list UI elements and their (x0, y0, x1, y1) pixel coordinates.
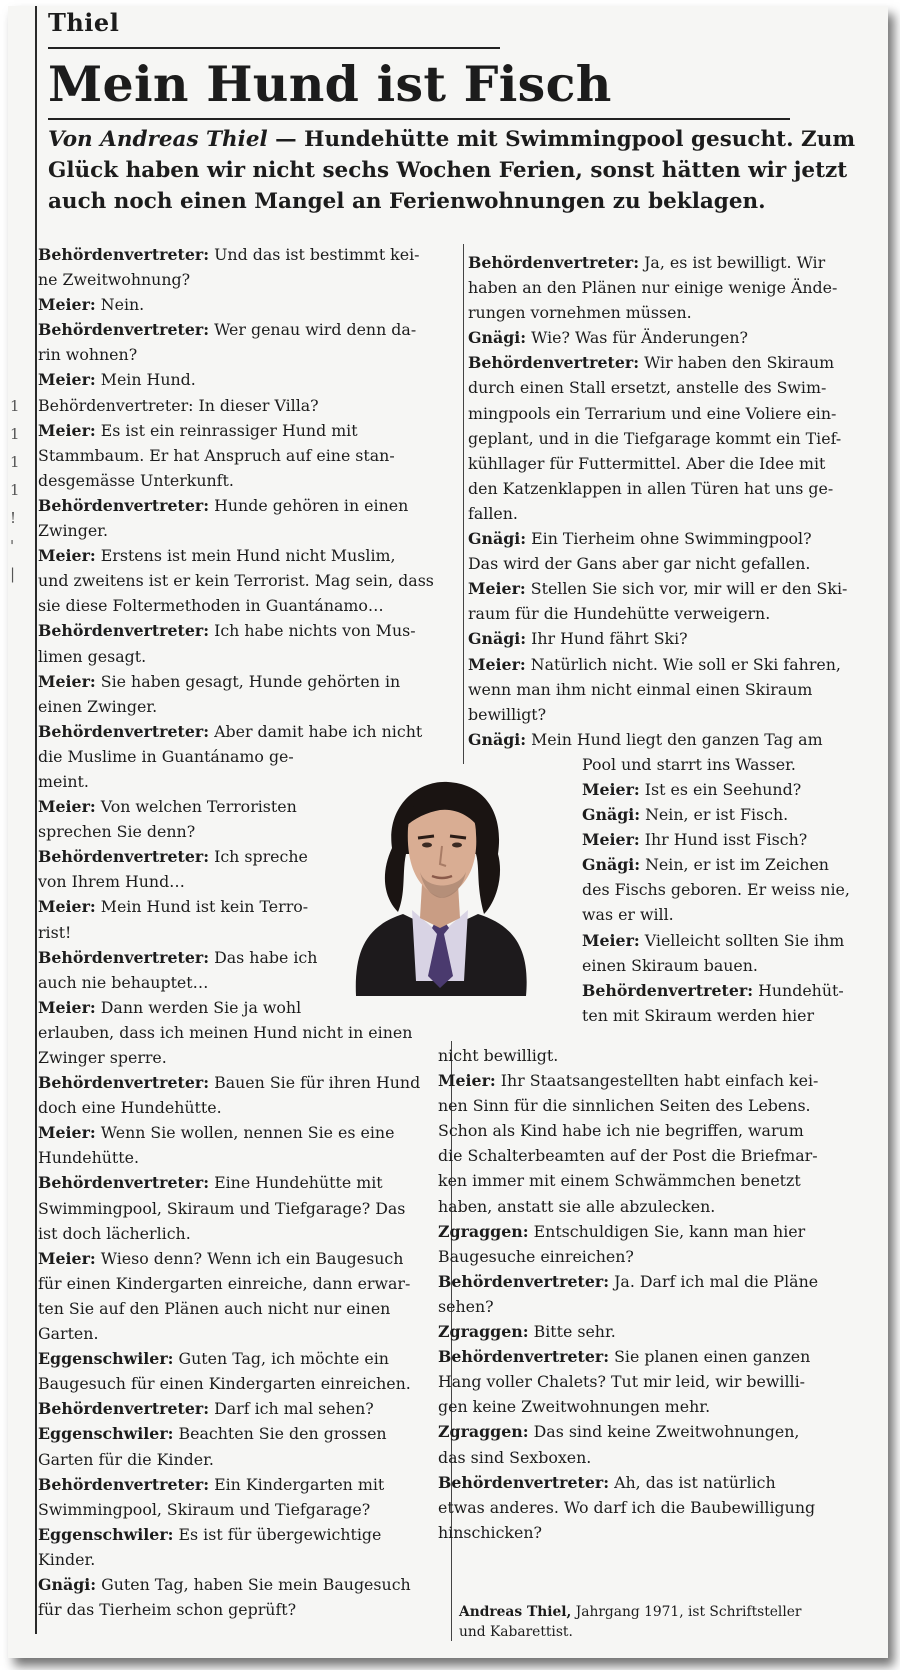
dialogue-line (38, 1522, 443, 1547)
headline-rule (48, 118, 790, 120)
dialogue-text: meint. (38, 771, 89, 791)
dialogue-text: Hang voller Chalets? Tut mir leid, wir bewilli- (438, 1372, 805, 1392)
dialogue-line (38, 744, 443, 769)
dialogue-text: Hunde gehören in einen (209, 495, 409, 515)
margin-mark: | (10, 565, 16, 583)
dialogue-line (468, 702, 876, 727)
speaker-name: Gnägi: (468, 328, 527, 348)
speaker-name: Eggenschwiler: (38, 1524, 174, 1544)
speaker-name: Meier: (38, 1248, 96, 1268)
dialogue-text: des Fischs geboren. Er weiss nie, (582, 880, 850, 900)
dialogue-text: Es ist für übergewichtige (173, 1524, 382, 1544)
dialogue-text: was er will. (582, 905, 674, 925)
dialogue-text: den Katzenklappen in allen Türen hat uns ge- (468, 478, 834, 498)
dialogue-line (38, 1095, 443, 1120)
speaker-name: Behördenvertreter: (438, 1271, 610, 1291)
dialogue-line (438, 1219, 876, 1244)
dialogue-text: Stammbaum. Er hat Anspruch auf eine stan- (38, 445, 395, 465)
dialogue-text: Ein Kindergarten mit (209, 1474, 385, 1494)
dialogue-text: durch einen Stall ersetzt, anstelle des Swim- (468, 378, 827, 398)
dialogue-text: limen gesagt. (38, 646, 147, 666)
speaker-name: Behördenvertreter: (38, 495, 210, 515)
dialogue-text: Sie planen einen ganzen (609, 1347, 811, 1367)
dialogue-line (468, 551, 876, 576)
dialogue-text: Zwinger sperre. (38, 1048, 167, 1067)
dialogue-line (38, 1321, 443, 1346)
speaker-name: Behördenvertreter: (38, 847, 210, 867)
byline: Von Andreas Thiel (48, 127, 268, 152)
dialogue-text: Guten Tag, haben Sie mein Baugesuch (96, 1574, 411, 1594)
dialogue-line (38, 1572, 443, 1597)
dialogue-text: Ja. Darf ich mal die Pläne (609, 1271, 819, 1291)
dialogue-text: sprechen Sie denn? (38, 822, 196, 842)
speaker-name: Behördenvertreter: (38, 947, 210, 967)
dialogue-line (468, 275, 876, 300)
dialogue-text: für einen Kindergarten einreiche, dann erwar- (38, 1273, 411, 1293)
speaker-name: Meier: (468, 579, 526, 599)
dialogue-text: Wer genau wird denn da- (209, 320, 417, 340)
dialogue-text: Ja, es ist bewilligt. Wir (639, 253, 826, 272)
dialogue-text: Es ist ein reinrassiger Hund mit (95, 420, 358, 440)
dialogue-line (38, 493, 443, 518)
dialogue-text: wenn man ihm nicht einmal einen Skiraum (468, 679, 813, 699)
dialogue-line (38, 1271, 443, 1296)
dialogue-line (38, 669, 443, 694)
dialogue-text: Beachten Sie den grossen (173, 1424, 387, 1444)
margin-mark: 1 (10, 481, 20, 499)
dialogue-line (38, 1070, 443, 1095)
speaker-name: Meier: (582, 930, 640, 950)
dialogue-text: ten mit Skiraum werden hier (582, 1005, 815, 1025)
dialogue-text: Ist es ein Seehund? (639, 779, 802, 799)
dialogue-line (38, 543, 443, 568)
speaker-name: Behördenvertreter: (468, 353, 640, 373)
dialogue-line (438, 1369, 876, 1394)
dialogue-text: rin wohnen? (38, 345, 138, 365)
dialogue-line (438, 1495, 876, 1520)
dialogue-line (468, 350, 876, 375)
dialogue-line (468, 526, 876, 551)
speaker-name: Meier: (582, 779, 640, 799)
speaker-name: Gnägi: (582, 805, 641, 825)
dialogue-text: Baugesuch für einen Kindergarten einreichen. (38, 1374, 411, 1394)
right-eyebrow (450, 836, 466, 838)
dialogue-line (38, 1045, 443, 1070)
dialogue-line (38, 1196, 443, 1221)
speaker-name: Behördenvertreter: (582, 980, 754, 1000)
dialogue-line (38, 518, 443, 543)
dialogue-text: desgemässe Unterkunft. (38, 470, 234, 490)
dialogue-line (438, 1319, 876, 1344)
dialogue-text: Entschuldigen Sie, kann man hier (528, 1221, 806, 1241)
dialogue-text: Ich spreche (209, 847, 308, 867)
dialogue-text: Wenn Sie wollen, nennen Sie es eine (95, 1123, 395, 1143)
dialogue-line (38, 1447, 443, 1472)
dialogue-line (438, 1168, 876, 1193)
dialogue-line (438, 1520, 876, 1545)
speaker-name: Meier: (468, 654, 526, 674)
dialogue-line (38, 1497, 443, 1522)
dialogue-line (438, 1244, 876, 1269)
dialogue-text: doch eine Hundehütte. (38, 1098, 222, 1118)
margin-marks (10, 392, 20, 588)
dialogue-text: Erstens ist mein Hund nicht Muslim, (95, 546, 396, 566)
speaker-name: Behördenvertreter: (38, 1399, 210, 1419)
speaker-name: Gnägi: (468, 529, 527, 549)
dialogue-text: ne Zweitwohnung? (38, 270, 191, 290)
dialogue-text: geplant, und in die Tiefgarage kommt ein Tief- (468, 428, 842, 448)
dialogue-text: Ich habe nichts von Mus- (209, 621, 416, 641)
dialogue-line (38, 393, 443, 418)
dialogue-line (38, 568, 443, 593)
dialogue-line (438, 1394, 876, 1419)
dialogue-line (38, 1170, 443, 1195)
column-rubric: Thiel (48, 8, 120, 37)
dialogue-text: die Muslime in Guantánamo ge- (38, 746, 294, 766)
speaker-name: Behördenvertreter: (468, 253, 640, 272)
speaker-name: Behördenvertreter: (38, 1474, 210, 1494)
dialogue-text: Stellen Sie sich vor, mir will er den Ski- (525, 579, 848, 599)
dialogue-text: erlauben, dass ich meinen Hund nicht in einen (38, 1022, 413, 1042)
speaker-name: Behördenvertreter: (438, 1472, 610, 1492)
dialogue-line (438, 1269, 876, 1294)
dialogue-line (438, 1118, 876, 1143)
speaker-name: Zgraggen: (438, 1322, 529, 1342)
right-column-bottom (438, 1043, 876, 1545)
dialogue-line (468, 325, 876, 350)
dialogue-line (438, 1043, 876, 1068)
dialogue-line (38, 1472, 443, 1497)
speaker-name: Meier: (38, 546, 96, 566)
dialogue-line (438, 1093, 876, 1118)
dialogue-line (38, 367, 443, 392)
speaker-name: Behördenvertreter: (438, 1347, 610, 1367)
dialogue-text: nicht bewilligt. (438, 1046, 559, 1065)
dialogue-text: mingpools ein Terrarium und eine Voliere ein- (468, 403, 837, 423)
dialogue-text: Wir haben den Skiraum (639, 353, 835, 373)
speaker-name: Meier: (38, 370, 96, 390)
dialogue-line (38, 1396, 443, 1421)
dialogue-text: Pool und starrt ins Wasser. (582, 754, 796, 774)
speaker-name: Behördenvertreter: (38, 1173, 210, 1193)
dialogue-text: Das wird der Gans aber gar nicht gefallen. (468, 554, 811, 574)
dialogue-text: hinschicken? (438, 1522, 542, 1542)
speaker-name: Behördenvertreter: (38, 1073, 210, 1093)
speaker-name: Meier: (38, 420, 96, 440)
margin-mark: 1 (10, 397, 20, 415)
dialogue-line (438, 1068, 876, 1093)
dialogue-text: bewilligt? (468, 704, 547, 724)
dialogue-line (38, 694, 443, 719)
dialogue-line (468, 601, 876, 626)
speaker-name: Meier: (38, 671, 96, 691)
dialogue-text: für das Tierheim schon geprüft? (38, 1600, 297, 1620)
dialogue-text: Wieso denn? Wenn ich ein Baugesuch (95, 1248, 404, 1268)
dialogue-text: Sie haben gesagt, Hunde gehörten in (95, 671, 401, 691)
dialogue-line (468, 501, 876, 526)
speaker-name: Behördenvertreter: (38, 245, 210, 264)
dialogue-text: Vielleicht sollten Sie ihm (639, 930, 845, 950)
speaker-name: Eggenschwiler: (38, 1424, 174, 1444)
dialogue-line (38, 292, 443, 317)
speaker-name: Zgraggen: (438, 1422, 529, 1442)
dialogue-line (38, 1120, 443, 1145)
bio-line2: und Kabarettist. (459, 1624, 573, 1640)
speaker-name: Behördenvertreter: (38, 621, 210, 641)
speaker-name: Meier: (38, 295, 96, 315)
dialogue-text: Von welchen Terroristen (95, 797, 297, 817)
dialogue-text: Darf ich mal sehen? (209, 1399, 374, 1419)
dialogue-line (438, 1470, 876, 1495)
dialogue-text: Nein, er ist Fisch. (640, 805, 789, 825)
dialogue-line (38, 719, 443, 744)
dialogue-text: Natürlich nicht. Wie soll er Ski fahren, (525, 654, 841, 674)
speaker-name: Gnägi: (468, 629, 527, 649)
dialogue-text: Dann werden Sie ja wohl (95, 997, 302, 1017)
dialogue-text: Baugesuche einreichen? (438, 1246, 634, 1266)
dialogue-text: kühllager für Futtermittel. Aber die Idee mit (468, 453, 826, 473)
dialogue-text: Hundehütte. (38, 1148, 139, 1168)
dialogue-line (38, 1421, 443, 1446)
dialogue-text: Schon als Kind habe ich nie begriffen, warum (438, 1121, 804, 1141)
lead-separator: — (267, 127, 305, 152)
speaker-name: Meier: (38, 797, 96, 817)
dialogue-text: Das sind keine Zweitwohnungen, (528, 1422, 800, 1442)
dialogue-text: Hundehüt- (753, 980, 844, 1000)
dialogue-text: Nein. (95, 295, 145, 315)
dialogue-text: rist! (38, 922, 72, 942)
dialogue-text: ist doch lächerlich. (38, 1223, 191, 1243)
right-eye (452, 843, 462, 848)
dialogue-text: die Schalterbeamten auf der Post die Briefmar- (438, 1146, 818, 1166)
left-column-rule (35, 6, 37, 1634)
dialogue-line (468, 250, 876, 275)
dialogue-text: Ah, das ist natürlich (609, 1472, 776, 1492)
dialogue-line (438, 1194, 876, 1219)
dialogue-line (438, 1143, 876, 1168)
dialogue-text: fallen. (468, 503, 518, 523)
dialogue-text: Mein Hund liegt den ganzen Tag am (526, 729, 823, 749)
dialogue-text: Bitte sehr. (528, 1322, 616, 1342)
dialogue-text: Zwinger. (38, 521, 109, 541)
dialogue-text: Bauen Sie für ihren Hund (209, 1073, 421, 1093)
article-headline: Mein Hund ist Fisch (48, 55, 612, 113)
dialogue-text: einen Skiraum bauen. (582, 955, 758, 975)
left-eyebrow (418, 836, 434, 838)
dialogue-text: Behördenvertreter: In dieser Villa? (38, 395, 319, 415)
dialogue-text: raum für die Hundehütte verweigern. (468, 604, 771, 624)
dialogue-text: auch nie behauptet… (38, 972, 209, 992)
article-lead (48, 124, 878, 217)
dialogue-text: sie diese Foltermethoden in Guantánamo… (38, 596, 384, 616)
dialogue-line (468, 626, 876, 651)
speaker-name: Eggenschwiler: (38, 1349, 174, 1369)
dialogue-line (468, 476, 876, 501)
left-eye (422, 843, 432, 848)
dialogue-line (468, 652, 876, 677)
dialogue-text: Mein Hund ist kein Terro- (95, 897, 309, 917)
dialogue-text: Kinder. (38, 1549, 96, 1569)
dialogue-line (468, 401, 876, 426)
dialogue-text: Nein, er ist im Zeichen (640, 855, 829, 875)
dialogue-line (38, 468, 443, 493)
dialogue-text: das sind Sexboxen. (438, 1447, 592, 1467)
column-divider (463, 244, 464, 764)
dialogue-line (38, 1020, 443, 1045)
dialogue-line (38, 1246, 443, 1271)
margin-mark: 1 (10, 425, 20, 443)
dialogue-line (38, 443, 443, 468)
dialogue-text: sehen? (438, 1296, 494, 1316)
speaker-name: Meier: (38, 897, 96, 917)
dialogue-line (468, 426, 876, 451)
dialogue-text: haben an den Plänen nur einige wenige Ände- (468, 278, 838, 298)
margin-mark: ' (10, 537, 15, 555)
dialogue-line (438, 1294, 876, 1319)
speaker-name: Meier: (38, 997, 96, 1017)
dialogue-line (438, 1344, 876, 1369)
dialogue-text: von Ihrem Hund… (38, 872, 185, 892)
dialogue-line (468, 576, 876, 601)
speaker-name: Meier: (438, 1071, 496, 1091)
dialogue-text: etwas anderes. Wo darf ich die Baubewilligung (438, 1497, 816, 1517)
dialogue-text: Wie? Was für Änderungen? (526, 328, 749, 348)
dialogue-text: nen Sinn für die sinnlichen Seiten des Lebens. (438, 1096, 811, 1116)
dialogue-text: gen keine Zweitwohnungen mehr. (438, 1397, 711, 1417)
dialogue-text: Und das ist bestimmt kei- (209, 245, 420, 264)
dialogue-text: Mein Hund. (95, 370, 196, 390)
dialogue-text: ten Sie auf den Plänen auch nicht nur einen (38, 1298, 391, 1318)
dialogue-text: Eine Hundehütte mit (209, 1173, 383, 1193)
dialogue-text: Ein Tierheim ohne Swimmingpool? (526, 529, 812, 549)
dialogue-line (38, 242, 443, 267)
rubric-rule (48, 47, 500, 49)
dialogue-text: Das habe ich (209, 947, 318, 967)
speaker-name: Gnägi: (38, 1574, 97, 1594)
margin-mark: ! (10, 509, 17, 527)
dialogue-text: Garten für die Kinder. (38, 1449, 214, 1469)
dialogue-line (38, 1547, 443, 1572)
speaker-name: Behördenvertreter: (38, 320, 210, 340)
dialogue-line (468, 752, 876, 777)
dialogue-line (38, 418, 443, 443)
dialogue-text: Swimmingpool, Skiraum und Tiefgarage? (38, 1499, 371, 1519)
margin-mark: 1 (10, 453, 20, 471)
dialogue-line (468, 1003, 876, 1028)
dialogue-line (438, 1445, 876, 1470)
dialogue-line (38, 1221, 443, 1246)
speaker-name: Behördenvertreter: (38, 721, 210, 741)
dialogue-text: Ihr Hund fährt Ski? (526, 629, 688, 649)
speaker-name: Meier: (38, 1123, 96, 1143)
dialogue-text: haben, anstatt sie alle abzulecken. (438, 1196, 716, 1216)
dialogue-line (38, 1597, 443, 1622)
bio-line1: Jahrgang 1971, ist Schriftsteller (571, 1604, 802, 1620)
speaker-name: Zgraggen: (438, 1221, 529, 1241)
dialogue-line (38, 644, 443, 669)
dialogue-line (38, 267, 443, 292)
dialogue-text: Aber damit habe ich nicht (209, 721, 423, 741)
speaker-name: Gnägi: (582, 855, 641, 875)
dialogue-text: Ihr Staatsangestellten habt einfach kei- (495, 1071, 819, 1091)
dialogue-text: Guten Tag, ich möchte ein (173, 1349, 389, 1369)
author-portrait-illustration (348, 776, 533, 1001)
author-bio (459, 1602, 879, 1642)
bio-name: Andreas Thiel, (459, 1604, 572, 1620)
newspaper-page (8, 6, 888, 1658)
lead-text: Hundehütte mit Swimmingpool gesucht. Zum Glück haben wir nicht sechs Wochen Ferien, sonst hätten wir jetzt auch noch einen Mangel an Ferienwohnungen zu beklagen. (48, 127, 856, 214)
dialogue-line (38, 593, 443, 618)
dialogue-text: Swimmingpool, Skiraum und Tiefgarage? Das (38, 1198, 406, 1218)
speaker-name: Gnägi: (468, 729, 527, 749)
dialogue-line (468, 677, 876, 702)
dialogue-text: Garten. (38, 1324, 99, 1344)
dialogue-text: ken immer mit einem Schwämmchen benetzt (438, 1171, 801, 1191)
dialogue-line (468, 375, 876, 400)
dialogue-text: einen Zwinger. (38, 696, 158, 716)
dialogue-text: rungen vornehmen müssen. (468, 303, 692, 323)
dialogue-line (468, 300, 876, 325)
dialogue-line (38, 342, 443, 367)
speaker-name: Meier: (582, 830, 640, 850)
dialogue-line (38, 1371, 443, 1396)
dialogue-line (38, 1346, 443, 1371)
dialogue-line (468, 451, 876, 476)
dialogue-line (468, 727, 876, 752)
dialogue-text: Ihr Hund isst Fisch? (639, 830, 808, 850)
dialogue-line (38, 618, 443, 643)
dialogue-line (438, 1419, 876, 1444)
dialogue-line (38, 1296, 443, 1321)
dialogue-text: und zweitens ist er kein Terrorist. Mag sein, dass (38, 571, 434, 591)
dialogue-line (38, 1145, 443, 1170)
dialogue-line (38, 317, 443, 342)
